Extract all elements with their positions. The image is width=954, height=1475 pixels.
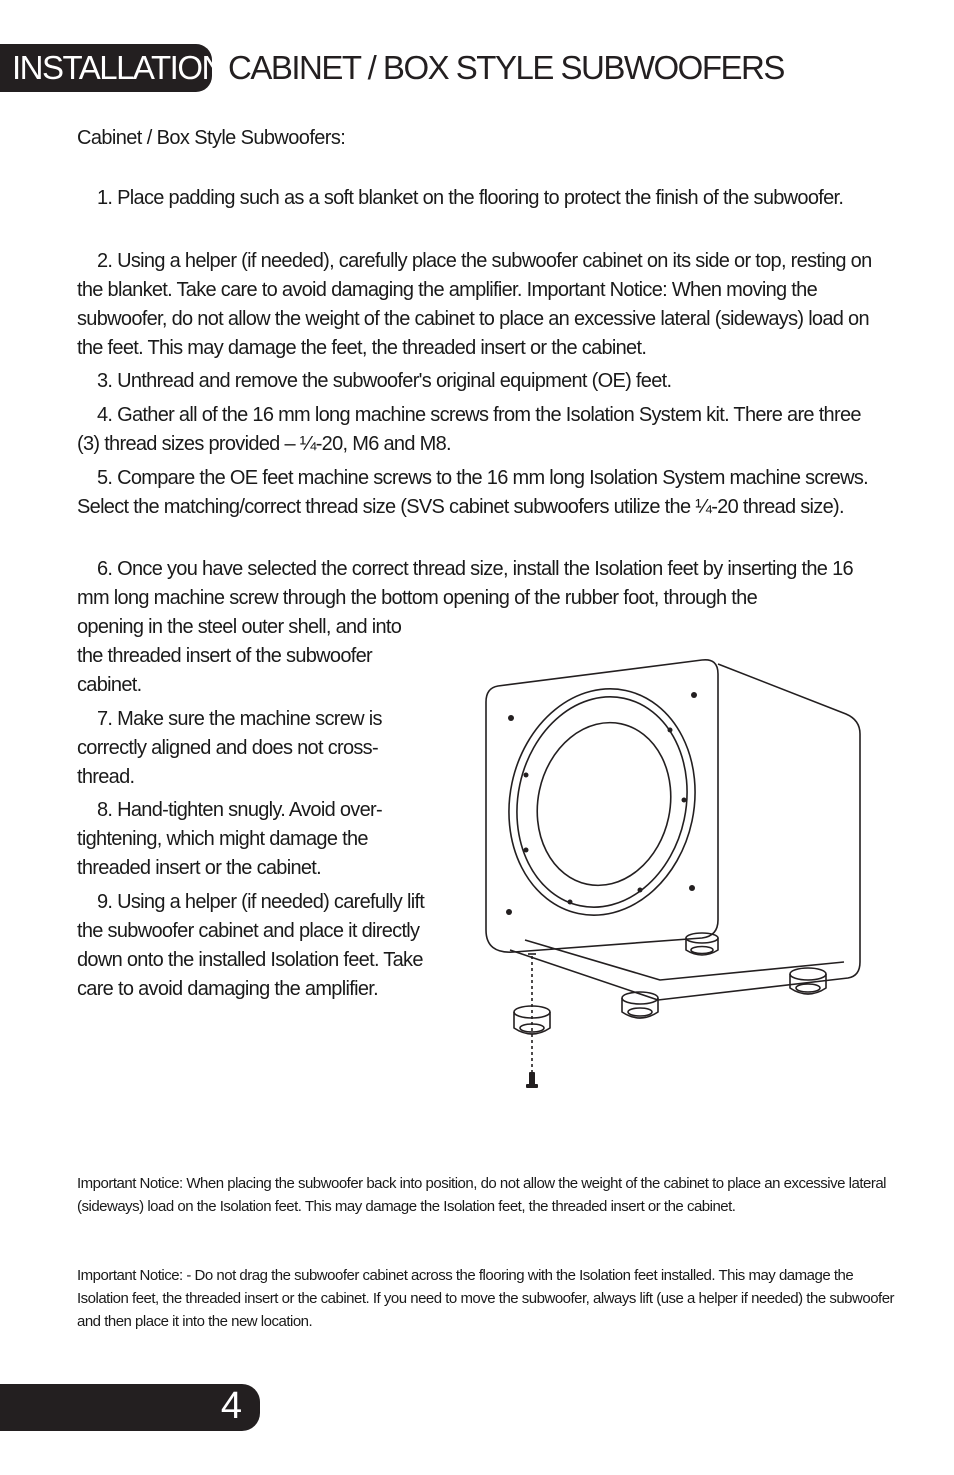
step-9: 9. Using a helper (if needed) carefully lift the subwoofer cabinet and place it directly down onto the installed Isolation feet. Take care to avoid damaging the amplifier.	[77, 891, 425, 1000]
screw-hole	[691, 692, 697, 698]
section-tab	[0, 44, 224, 92]
step-8: 8. Hand-tighten snugly. Avoid over-tightening, which might damage the threaded insert or the cabinet.	[77, 799, 382, 879]
step-6: 6. Once you have selected the correct thread size, install the Isolation feet by inserting the 16 mm long machine screw through the bottom opening of the rubber foot, through the	[77, 558, 853, 609]
step-6-continued: opening in the steel outer shell, and into the threaded insert of the subwoofer cabinet.	[77, 616, 402, 696]
step-1: 1. Place padding such as a soft blanket on the flooring to protect the finish of the subwoofer.	[97, 187, 844, 209]
installed-foot-back	[686, 933, 718, 955]
step-4: 4. Gather all of the 16 mm long machine screws from the Isolation System kit. There are three (3) thread sizes provided – ¼-20, M6 and M8.	[77, 404, 861, 455]
step-3: 3. Unthread and remove the subwoofer's original equipment (OE) feet.	[97, 370, 672, 392]
screw-hole	[508, 715, 514, 721]
cabinet-front	[486, 660, 718, 952]
page-title: CABINET / BOX STYLE SUBWOOFERS	[228, 49, 784, 86]
important-notice-1: Important Notice: When placing the subwoofer back into position, do not allow the weight of the cabinet to place an excessive lateral (sideways) load on the Isolation feet. This may damage the Isolation feet, the threaded insert or the cabinet.	[77, 1175, 887, 1215]
section-tab-label: INSTALLATION	[12, 49, 224, 86]
grille-ring-middle	[498, 681, 706, 923]
step-5: 5. Compare the OE feet machine screws to the 16 mm long Isolation System machine screws. Select the matching/correct thread size (SVS cabinet subwoofers utilize the ¼-20 thread size).	[77, 467, 868, 518]
step-2: 2. Using a helper (if needed), carefully place the subwoofer cabinet on its side or top, resting on the blanket. Take care to avoid damaging the amplifier. Important Notice: When moving the subwoofer, do not allow the weight of the cabinet to place an excessive lateral (sideways) load on the feet. This may damage the feet, the threaded insert or the cabinet.	[77, 250, 872, 359]
step-7: 7. Make sure the machine screw is correctly aligned and does not cross-thread.	[77, 708, 382, 788]
important-notice-2: Important Notice: - Do not drag the subwoofer cabinet across the flooring with the Isolation feet installed. This may damage the Isolation feet, the threaded insert or the cabinet. If you need to move the subwoofer, always lift (use a helper if needed) the subwoofer and then place it into the new location.	[77, 1267, 895, 1330]
screw-hole	[689, 885, 695, 891]
cabinet-bottom-edge	[525, 940, 844, 980]
page-number: 4	[220, 1385, 242, 1427]
section-heading: Cabinet / Box Style Subwoofers:	[77, 127, 346, 149]
subwoofer-installation-illustration	[470, 650, 880, 1100]
installed-foot-middle	[622, 992, 658, 1018]
grille-ring-outer	[488, 671, 715, 932]
screw-hole	[506, 909, 512, 915]
page-number-tab	[0, 1384, 260, 1431]
machine-screw	[529, 1072, 535, 1086]
